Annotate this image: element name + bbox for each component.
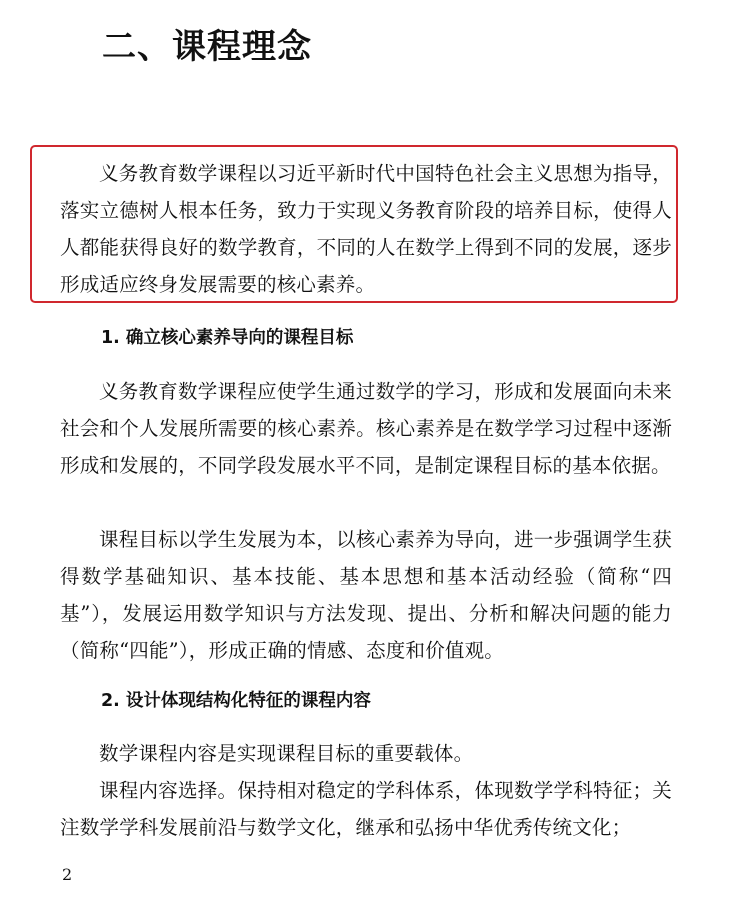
page-number: 2: [62, 865, 73, 884]
intro-paragraph: 义务教育数学课程以习近平新时代中国特色社会主义思想为指导，落实立德树人根本任务，致力于实现义务教育阶段的培养目标，使得人人都能获得良好的数学教育，不同的人在数学上得到不同的发展，逐步形成适应终身发展需要的核心素养。: [60, 162, 672, 296]
section-heading-2: 2. 设计体现结构化特征的课程内容: [101, 691, 371, 711]
page-title: 二、课程理念: [102, 27, 312, 67]
section-1-paragraph-1: 义务教育数学课程应使学生通过数学的学习，形成和发展面向未来社会和个人发展所需要的核心素养。核心素养是在数学学习过程中逐渐形成和发展的，不同学段发展水平不同，是制定课程目标的基本依据。: [60, 380, 672, 477]
section-2-paragraph-2: 课程内容选择。保持相对稳定的学科体系，体现数学学科特征；关注数学学科发展前沿与数学文化，继承和弘扬中华优秀传统文化；: [60, 779, 672, 839]
section-1-paragraph-2: 课程目标以学生发展为本，以核心素养为导向，进一步强调学生获得数学基础知识、基本技能、基本思想和基本活动经验（简称“四基”），发展运用数学知识与方法发现、提出、分析和解决问题的能力（简称“四能”），形成正确的情感、态度和价值观。: [60, 528, 672, 662]
section-heading-1: 1. 确立核心素养导向的课程目标: [101, 328, 354, 348]
section-2-paragraph-1: 数学课程内容是实现课程目标的重要载体。: [99, 742, 474, 765]
